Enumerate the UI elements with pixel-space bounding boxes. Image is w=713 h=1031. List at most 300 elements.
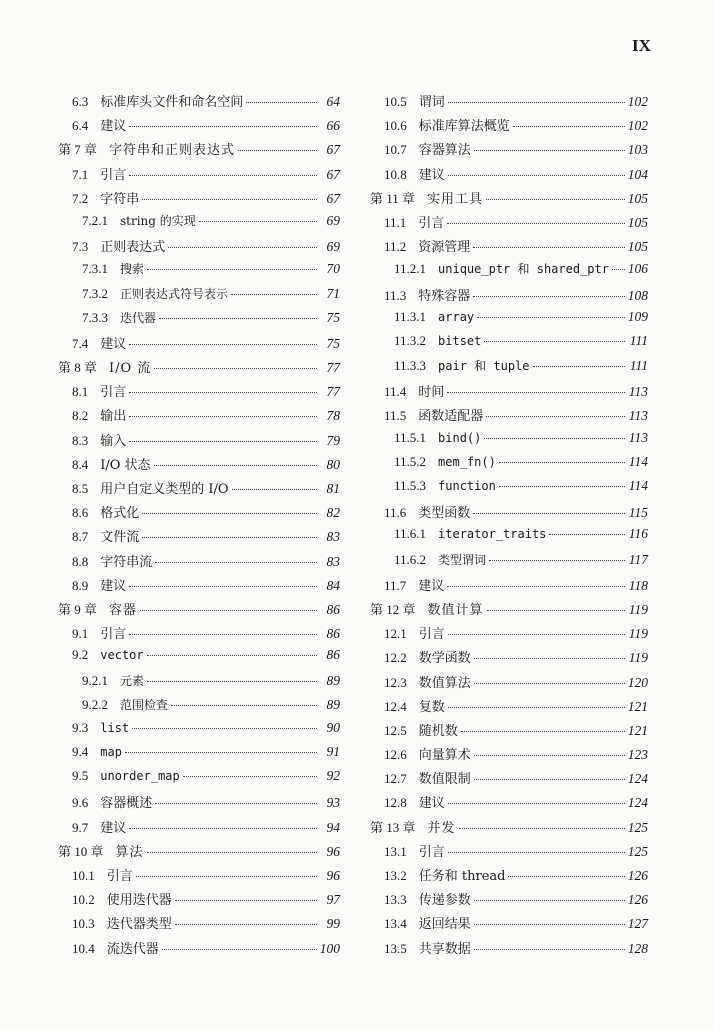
toc-entry-title: 算法	[115, 844, 144, 860]
toc-entry-page: 71	[326, 285, 340, 301]
toc-section-entry[interactable]	[370, 115, 648, 139]
toc-entry-page: 115	[628, 505, 648, 521]
toc-entry-page: 96	[326, 843, 340, 859]
toc-entry-number: 第 9 章	[58, 601, 98, 617]
toc-entry-page: 119	[628, 650, 648, 666]
toc-entry-number: 8.2	[72, 408, 89, 424]
toc-section-entry[interactable]	[370, 212, 648, 236]
toc-entry-page: 114	[628, 478, 648, 493]
toc-entry-title: string 的实现	[120, 213, 196, 228]
dot-leader	[238, 150, 317, 151]
toc-entry-number: 12.8	[384, 795, 407, 811]
toc-section-entry[interactable]	[58, 744, 340, 768]
toc-section-entry[interactable]	[370, 260, 648, 284]
toc-entry-title: 建议	[100, 578, 127, 594]
dot-leader	[473, 513, 625, 514]
toc-entry-number: 11.5.2	[394, 453, 427, 469]
toc-entry-number: 6.3	[72, 94, 89, 109]
dot-leader	[147, 655, 317, 656]
toc-section-entry[interactable]	[58, 672, 340, 696]
toc-entry-number: 12.7	[384, 771, 407, 787]
toc-entry-page: 79	[326, 432, 340, 448]
toc-entry-number: 7.4	[72, 335, 89, 351]
toc-entry-page: 92	[326, 768, 340, 784]
dot-leader	[447, 392, 625, 393]
toc-entry-title: 容器概述	[100, 796, 153, 812]
toc-section-entry[interactable]	[58, 889, 340, 913]
toc-entry-title: list	[100, 720, 130, 735]
toc-entry-page: 109	[627, 308, 648, 324]
toc-entry-title: 时间	[418, 385, 445, 401]
toc-entry-number: 8.3	[72, 432, 89, 448]
toc-section-entry[interactable]	[58, 164, 340, 188]
toc-entry-page: 77	[326, 384, 340, 400]
toc-section-entry[interactable]	[370, 405, 648, 429]
toc-entry-page: 83	[326, 529, 340, 545]
toc-chapter-entry[interactable]	[58, 357, 340, 381]
toc-section-entry[interactable]	[58, 115, 340, 139]
toc-entry-page: 94	[326, 819, 340, 835]
toc-entry-number: 6.4	[72, 118, 89, 134]
dot-leader	[448, 634, 625, 635]
toc-entry-page: 66	[326, 118, 340, 134]
toc-entry-title: 范围检查	[120, 697, 169, 712]
toc-section-entry[interactable]	[58, 623, 340, 647]
toc-entry-title: 引言	[100, 385, 127, 401]
toc-section-entry[interactable]	[370, 744, 648, 768]
toc-entry-title: 迭代器	[120, 310, 157, 325]
toc-section-entry[interactable]	[58, 792, 340, 816]
toc-entry-title: 字符串和正则表达式	[109, 143, 236, 159]
toc-section-entry[interactable]	[370, 478, 648, 502]
toc-section-entry[interactable]	[58, 551, 340, 575]
toc-entry-number: 10.5	[384, 94, 407, 109]
toc-entry-title: 返回结果	[418, 917, 471, 933]
toc-section-entry[interactable]	[370, 285, 648, 309]
toc-entry-title: 文件流	[100, 530, 140, 546]
toc-entry-page: 86	[326, 647, 340, 663]
dot-leader	[142, 537, 317, 538]
dot-leader	[199, 221, 317, 222]
toc-entry-title: 任务和 thread	[418, 869, 506, 884]
toc-entry-title: 元素	[120, 673, 145, 688]
toc-entry-page: 116	[628, 526, 648, 542]
toc-entry-page: 102	[627, 118, 648, 134]
toc-entry-title: 输出	[100, 409, 127, 425]
toc-entry-page: 113	[628, 408, 648, 424]
toc-entry-page: 64	[326, 94, 340, 109]
toc-entry-title: 数值算法	[418, 675, 471, 691]
toc-entry-number: 9.6	[72, 795, 89, 811]
toc-section-entry[interactable]	[58, 285, 340, 309]
toc-entry-page: 119	[628, 601, 648, 617]
toc-entry-number: 11.3	[384, 287, 407, 303]
toc-entry-title: iterator_traits	[438, 527, 547, 542]
dot-leader	[129, 586, 317, 587]
toc-entry-page: 111	[629, 358, 648, 374]
toc-entry-number: 10.1	[72, 868, 95, 883]
toc-entry-page: 124	[627, 771, 648, 787]
toc-entry-number: 13.4	[384, 916, 407, 932]
toc-entry-number: 11.2.1	[394, 261, 427, 277]
dot-leader	[246, 102, 317, 103]
toc-chapter-entry[interactable]	[58, 139, 340, 163]
toc-entry-title: 数值计算	[427, 602, 484, 618]
dot-leader	[489, 560, 625, 561]
dot-leader	[474, 755, 625, 756]
toc-entry-number: 9.1	[72, 626, 89, 642]
toc-entry-number: 12.2	[384, 650, 407, 666]
dot-leader	[175, 924, 317, 925]
dot-leader	[154, 368, 317, 369]
dot-leader	[473, 296, 624, 297]
toc-entry-page: 105	[627, 190, 648, 206]
toc-entry-page: 67	[326, 190, 340, 206]
toc-entry-title: pair 和 tuple	[438, 359, 530, 374]
toc-section-entry[interactable]	[370, 720, 648, 744]
dot-leader	[155, 803, 317, 804]
toc-section-entry[interactable]	[58, 430, 340, 454]
toc-entry-page: 75	[326, 335, 340, 351]
toc-section-entry[interactable]	[58, 381, 340, 405]
toc-chapter-entry[interactable]	[58, 599, 340, 623]
dot-leader	[487, 610, 625, 611]
toc-section-entry[interactable]	[370, 575, 648, 599]
toc-entry-number: 11.3.1	[394, 308, 427, 324]
toc-entry-title: 函数适配器	[418, 409, 484, 425]
toc-section-entry[interactable]	[58, 91, 340, 115]
toc-entry-title: 引言	[100, 167, 127, 183]
toc-entry-title: 标准库算法概览	[418, 119, 510, 135]
dot-leader	[448, 102, 625, 103]
toc-entry-title: 并发	[427, 820, 456, 836]
dot-leader	[474, 900, 625, 901]
toc-section-entry[interactable]	[58, 938, 340, 962]
toc-section-entry[interactable]	[370, 333, 648, 357]
toc-section-entry[interactable]	[370, 309, 648, 333]
toc-entry-title: I/O 状态	[100, 457, 151, 473]
toc-section-entry[interactable]	[370, 696, 648, 720]
toc-entry-number: 8.6	[72, 505, 89, 521]
toc-chapter-entry[interactable]	[58, 841, 340, 865]
toc-chapter-entry[interactable]	[370, 817, 648, 841]
toc-entry-page: 86	[326, 601, 340, 617]
toc-section-entry[interactable]	[58, 913, 340, 937]
dot-leader	[474, 924, 625, 925]
dot-leader	[154, 465, 317, 466]
toc-entry-page: 97	[326, 892, 340, 908]
toc-section-entry[interactable]	[370, 841, 648, 865]
toc-section-entry[interactable]	[58, 575, 340, 599]
toc-entry-number: 9.2.2	[82, 696, 108, 712]
toc-section-entry[interactable]	[370, 792, 648, 816]
toc-entry-number: 7.2	[72, 190, 89, 206]
toc-section-entry[interactable]	[370, 672, 648, 696]
toc-entry-number: 8.7	[72, 529, 89, 545]
toc-entry-number: 第 8 章	[58, 360, 98, 376]
toc-entry-page: 105	[627, 214, 648, 230]
toc-entry-number: 第 7 章	[58, 142, 98, 158]
toc-entry-page: 103	[627, 142, 648, 158]
toc-entry-title: 使用迭代器	[106, 893, 172, 909]
toc-entry-page: 108	[627, 287, 648, 303]
dot-leader	[175, 900, 317, 901]
toc-entry-number: 7.3.2	[82, 285, 108, 301]
toc-entry-title: 正则表达式	[100, 240, 166, 256]
toc-entry-title: 数值限制	[418, 772, 471, 788]
toc-entry-number: 7.3	[72, 239, 89, 255]
toc-section-entry[interactable]	[370, 236, 648, 260]
toc-entry-title: 格式化	[100, 506, 140, 522]
toc-section-entry[interactable]	[58, 212, 340, 236]
toc-section-entry[interactable]	[58, 405, 340, 429]
toc-section-entry[interactable]	[370, 865, 648, 889]
toc-entry-page: 90	[326, 719, 340, 735]
toc-entry-page: 125	[627, 819, 648, 835]
toc-entry-title: 谓词	[418, 95, 445, 110]
toc-entry-page: 126	[627, 892, 648, 908]
dot-leader	[473, 247, 624, 248]
toc-entry-number: 7.3.3	[82, 309, 108, 325]
toc-entry-title: unique_ptr 和 shared_ptr	[438, 262, 609, 277]
toc-entry-page: 80	[326, 456, 340, 472]
toc-entry-page: 111	[629, 332, 648, 348]
toc-entry-page: 121	[627, 722, 648, 738]
toc-column-right	[370, 91, 648, 962]
toc-entry-title: 容器	[109, 602, 138, 618]
toc-entry-page: 104	[627, 166, 648, 182]
toc-entry-page: 83	[326, 553, 340, 569]
toc-section-entry[interactable]	[58, 817, 340, 841]
toc-entry-page: 86	[326, 626, 340, 642]
toc-section-entry[interactable]	[370, 454, 648, 478]
toc-entry-number: 第 10 章	[58, 843, 104, 859]
dot-leader	[513, 126, 625, 127]
dot-leader	[459, 828, 625, 829]
toc-entry-title: 输入	[100, 433, 127, 449]
toc-section-entry[interactable]	[370, 91, 648, 115]
toc-entry-page: 89	[326, 672, 340, 688]
toc-entry-page: 118	[628, 577, 648, 593]
dot-leader	[159, 318, 317, 319]
dot-leader	[533, 366, 625, 367]
toc-entry-number: 10.7	[384, 142, 407, 158]
toc-entry-page: 89	[326, 696, 340, 712]
toc-entry-title: 向量算术	[418, 748, 471, 764]
toc-entry-title: 建议	[100, 820, 127, 836]
toc-entry-number: 11.3.2	[394, 332, 427, 348]
toc-section-entry[interactable]	[370, 526, 648, 550]
toc-entry-title: unorder_map	[100, 769, 180, 784]
toc-section-entry[interactable]	[58, 478, 340, 502]
toc-entry-page: 77	[326, 360, 340, 376]
toc-section-entry[interactable]	[370, 889, 648, 913]
toc-entry-title: 搜索	[120, 262, 145, 277]
toc-entry-number: 11.6.2	[394, 551, 427, 567]
dot-leader	[549, 534, 625, 535]
toc-entry-page: 121	[627, 698, 648, 714]
toc-entry-title: 引言	[418, 627, 445, 643]
toc-entry-page: 82	[326, 505, 340, 521]
dot-leader	[129, 344, 317, 345]
toc-section-entry[interactable]	[370, 647, 648, 671]
toc-entry-page: 93	[326, 795, 340, 811]
toc-entry-title: 类型谓词	[438, 552, 487, 567]
toc-chapter-entry[interactable]	[370, 599, 648, 623]
toc-entry-number: 8.4	[72, 456, 89, 472]
toc-entry-title: 实用工具	[427, 191, 484, 207]
toc-section-entry[interactable]	[58, 865, 340, 889]
toc-section-entry[interactable]	[58, 260, 340, 284]
toc-section-entry[interactable]	[58, 188, 340, 212]
dot-leader	[474, 949, 625, 950]
dot-leader	[508, 876, 624, 877]
toc-entry-page: 128	[627, 940, 648, 956]
toc-entry-number: 10.4	[72, 940, 95, 956]
page-number: IX	[632, 36, 651, 55]
toc-entry-number: 第 13 章	[370, 819, 416, 835]
toc-section-entry[interactable]	[370, 768, 648, 792]
toc-entry-number: 10.6	[384, 118, 407, 134]
toc-entry-title: 引言	[100, 627, 127, 643]
dot-leader	[129, 392, 317, 393]
toc-entry-number: 11.3.3	[394, 358, 427, 374]
toc-entry-title: 流迭代器	[106, 941, 159, 957]
toc-entry-page: 67	[326, 142, 340, 158]
toc-entry-title: bind()	[438, 430, 482, 445]
toc-entry-page: 102	[627, 94, 648, 109]
toc-entry-page: 120	[627, 674, 648, 690]
toc-section-entry[interactable]	[58, 236, 340, 260]
toc-entry-title: function	[438, 479, 496, 493]
dot-leader	[474, 150, 625, 151]
dot-leader	[140, 610, 317, 611]
toc-section-entry[interactable]	[370, 430, 648, 454]
toc-entry-number: 12.6	[384, 747, 407, 763]
dot-leader	[448, 175, 625, 176]
toc-entry-number: 第 12 章	[370, 601, 416, 617]
toc-section-entry[interactable]	[370, 913, 648, 937]
toc-entry-title: map	[100, 745, 122, 760]
toc-section-entry[interactable]	[370, 139, 648, 163]
toc-entry-title: 引言	[418, 844, 445, 860]
toc-entry-title: 用户自定义类型的 I/O	[100, 482, 229, 497]
toc-entry-title: mem_fn()	[438, 454, 496, 469]
toc-entry-number: 11.5.3	[394, 478, 427, 493]
toc-entry-title: 特殊容器	[418, 288, 471, 304]
dot-leader	[129, 175, 317, 176]
dot-leader	[231, 294, 317, 295]
dot-leader	[232, 489, 317, 490]
toc-entry-page: 100	[319, 940, 340, 956]
dot-leader	[448, 852, 625, 853]
toc-entry-number: 9.4	[72, 744, 89, 760]
toc-section-entry[interactable]	[58, 526, 340, 550]
toc-entry-number: 11.7	[384, 577, 407, 593]
toc-section-entry[interactable]	[58, 647, 340, 671]
toc-section-entry[interactable]	[370, 357, 648, 381]
toc-section-entry[interactable]	[370, 938, 648, 962]
toc-entry-number: 8.9	[72, 577, 89, 593]
toc-section-entry[interactable]	[58, 696, 340, 720]
dot-leader	[474, 779, 625, 780]
toc-entry-title: 引言	[418, 215, 445, 231]
dot-leader	[486, 199, 625, 200]
toc-section-entry[interactable]	[58, 333, 340, 357]
toc-entry-title: 数学函数	[418, 651, 471, 667]
toc-entry-number: 9.3	[72, 719, 89, 735]
toc-entry-title: 字符串流	[100, 554, 153, 570]
toc-entry-number: 11.6	[384, 505, 407, 521]
toc-entry-page: 84	[326, 577, 340, 593]
toc-entry-number: 11.6.1	[394, 526, 427, 542]
dot-leader	[448, 803, 625, 804]
toc-entry-title: 建议	[100, 119, 127, 135]
toc-entry-number: 10.8	[384, 166, 407, 182]
toc-entry-title: 建议	[100, 336, 127, 352]
toc-entry-page: 124	[627, 795, 648, 811]
dot-leader	[129, 634, 317, 635]
dot-leader	[474, 683, 625, 684]
toc-entry-number: 9.2.1	[82, 672, 108, 688]
dot-leader	[147, 269, 317, 270]
toc-section-entry[interactable]	[370, 502, 648, 526]
toc-entry-number: 10.3	[72, 916, 95, 932]
toc-section-entry[interactable]	[58, 720, 340, 744]
dot-leader	[132, 728, 317, 729]
toc-section-entry[interactable]	[370, 551, 648, 575]
toc-entry-title: 正则表达式符号表示	[120, 286, 229, 301]
toc-entry-number: 10.2	[72, 892, 95, 908]
dot-leader	[142, 199, 317, 200]
toc-entry-page: 114	[628, 453, 648, 469]
toc-entry-page: 69	[326, 212, 340, 228]
toc-entry-number: 12.4	[384, 698, 407, 714]
toc-section-entry[interactable]	[370, 623, 648, 647]
toc-entry-number: 12.3	[384, 674, 407, 690]
toc-entry-title: 标准库头文件和命名空间	[100, 95, 244, 110]
toc-entry-number: 7.1	[72, 166, 89, 182]
toc-entry-page: 106	[627, 261, 648, 277]
toc-entry-title: 资源管理	[418, 240, 471, 256]
toc-entry-number: 第 11 章	[370, 190, 416, 206]
dot-leader	[474, 658, 625, 659]
toc-section-entry[interactable]	[58, 454, 340, 478]
dot-leader	[461, 731, 625, 732]
toc-entry-title: bitset	[438, 333, 482, 348]
toc-entry-number: 13.5	[384, 940, 407, 956]
dot-leader	[612, 269, 625, 270]
toc-section-entry[interactable]	[370, 381, 648, 405]
toc-entry-title: 字符串	[100, 191, 140, 207]
dot-leader	[129, 416, 317, 417]
toc-entry-number: 11.2	[384, 239, 407, 255]
dot-leader	[477, 317, 625, 318]
toc-entry-title: I/O 流	[109, 361, 152, 377]
toc-entry-page: 81	[326, 481, 340, 496]
toc-entry-page: 75	[326, 309, 340, 325]
dot-leader	[147, 681, 317, 682]
toc-entry-page: 117	[628, 551, 648, 567]
toc-section-entry[interactable]	[58, 768, 340, 792]
toc-section-entry[interactable]	[370, 164, 648, 188]
toc-entry-title: 建议	[418, 796, 445, 812]
toc-section-entry[interactable]	[58, 309, 340, 333]
dot-leader	[448, 707, 625, 708]
toc-chapter-entry[interactable]	[370, 188, 648, 212]
toc-entry-title: 迭代器类型	[106, 917, 172, 933]
toc-section-entry[interactable]	[58, 502, 340, 526]
